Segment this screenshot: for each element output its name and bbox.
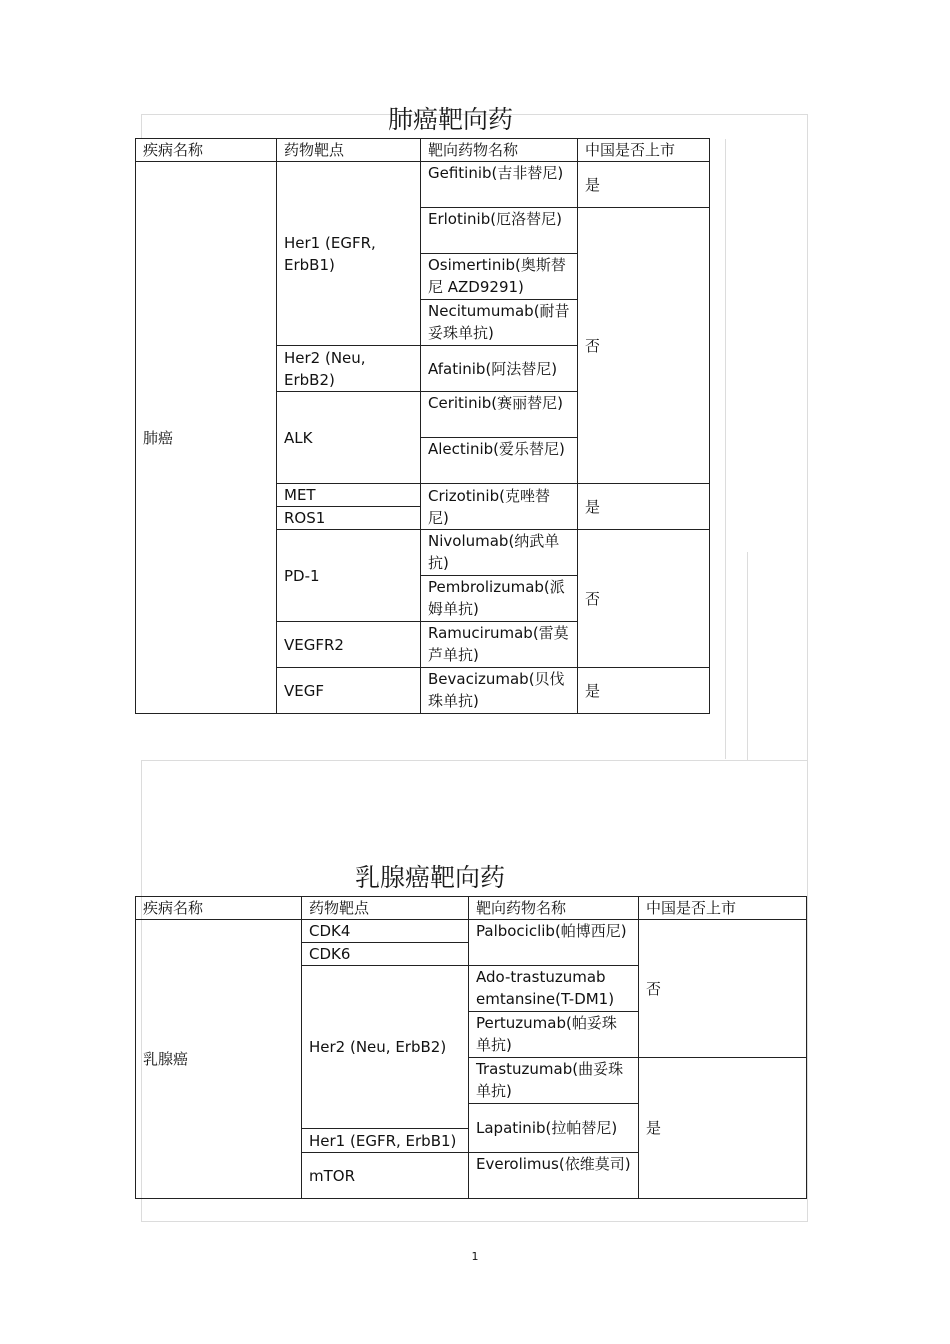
target-met: MET <box>277 484 421 507</box>
target-cdk4: CDK4 <box>302 920 469 943</box>
header-disease: 疾病名称 <box>136 897 302 920</box>
page-number: 1 <box>471 1250 479 1263</box>
drug-alectinib: Alectinib(爱乐替尼) <box>421 438 578 484</box>
drug-gefitinib: Gefitinib(吉非替尼) <box>421 162 578 208</box>
status-no-group: 否 <box>639 920 807 1058</box>
breast-header-row <box>136 897 807 920</box>
status-crizotinib: 是 <box>578 484 710 530</box>
header-drug: 靶向药物名称 <box>469 897 639 920</box>
header-drug: 靶向药物名称 <box>421 139 578 162</box>
target-ros1: ROS1 <box>277 507 421 530</box>
drug-bevacizumab: Bevacizumab(贝伐珠单抗) <box>421 668 578 714</box>
target-cdk6: CDK6 <box>302 943 469 966</box>
header-target: 药物靶点 <box>302 897 469 920</box>
drug-crizotinib: Crizotinib(克唑替尼) <box>421 484 578 530</box>
target-her2: Her2 (Neu, ErbB2) <box>302 966 469 1129</box>
drug-necitumumab: Necitumumab(耐昔妥珠单抗) <box>421 300 578 346</box>
drug-osimertinib: Osimertinib(奥斯替尼 AZD9291) <box>421 254 578 300</box>
target-vegf: VEGF <box>277 668 421 714</box>
breast-table <box>135 896 807 1199</box>
header-disease: 疾病名称 <box>136 139 277 162</box>
drug-ramucirumab: Ramucirumab(雷莫芦单抗) <box>421 622 578 668</box>
target-her1: Her1 (EGFR, ErbB1) <box>302 1129 469 1153</box>
status-yes-group: 是 <box>639 1058 807 1199</box>
frame-line-inner <box>725 139 726 759</box>
frame-line-right <box>807 114 808 760</box>
lung-title: 肺癌靶向药 <box>388 105 514 134</box>
drug-pembrolizumab: Pembrolizumab(派姆单抗) <box>421 576 578 622</box>
drug-ceritinib: Ceritinib(赛丽替尼) <box>421 392 578 438</box>
status-bevacizumab: 是 <box>578 668 710 714</box>
drug-tdm1: Ado-trastuzumab emtansine(T-DM1) <box>469 966 639 1012</box>
status-gefitinib: 是 <box>578 162 710 208</box>
lung-table <box>135 138 710 714</box>
drug-trastuzumab: Trastuzumab(曲妥珠单抗) <box>469 1058 639 1104</box>
status-no-group-1: 否 <box>578 208 710 484</box>
status-no-group-2: 否 <box>578 530 710 668</box>
breast-title: 乳腺癌靶向药 <box>355 863 506 892</box>
target-pd1: PD-1 <box>277 530 421 622</box>
drug-lapatinib: Lapatinib(拉帕替尼) <box>469 1104 639 1153</box>
drug-palbociclib: Palbociclib(帕博西尼) <box>469 920 639 966</box>
drug-nivolumab: Nivolumab(纳武单抗) <box>421 530 578 576</box>
target-her2: Her2 (Neu, ErbB2) <box>277 346 421 392</box>
drug-erlotinib: Erlotinib(厄洛替尼) <box>421 208 578 254</box>
header-listed: 中国是否上市 <box>578 139 710 162</box>
frame-line-inner-2 <box>747 552 748 760</box>
target-her1: Her1 (EGFR, ErbB1) <box>277 162 421 346</box>
lung-disease-cell: 肺癌 <box>136 162 277 714</box>
target-alk: ALK <box>277 392 421 484</box>
header-target: 药物靶点 <box>277 139 421 162</box>
target-mtor: mTOR <box>302 1153 469 1199</box>
drug-pertuzumab: Pertuzumab(帕妥珠单抗) <box>469 1012 639 1058</box>
header-listed: 中国是否上市 <box>639 897 807 920</box>
drug-afatinib: Afatinib(阿法替尼) <box>421 346 578 392</box>
target-vegfr2: VEGFR2 <box>277 622 421 668</box>
lung-header-row <box>136 139 710 162</box>
breast-disease-cell: 乳腺癌 <box>136 920 302 1199</box>
drug-everolimus: Everolimus(依维莫司) <box>469 1153 639 1199</box>
